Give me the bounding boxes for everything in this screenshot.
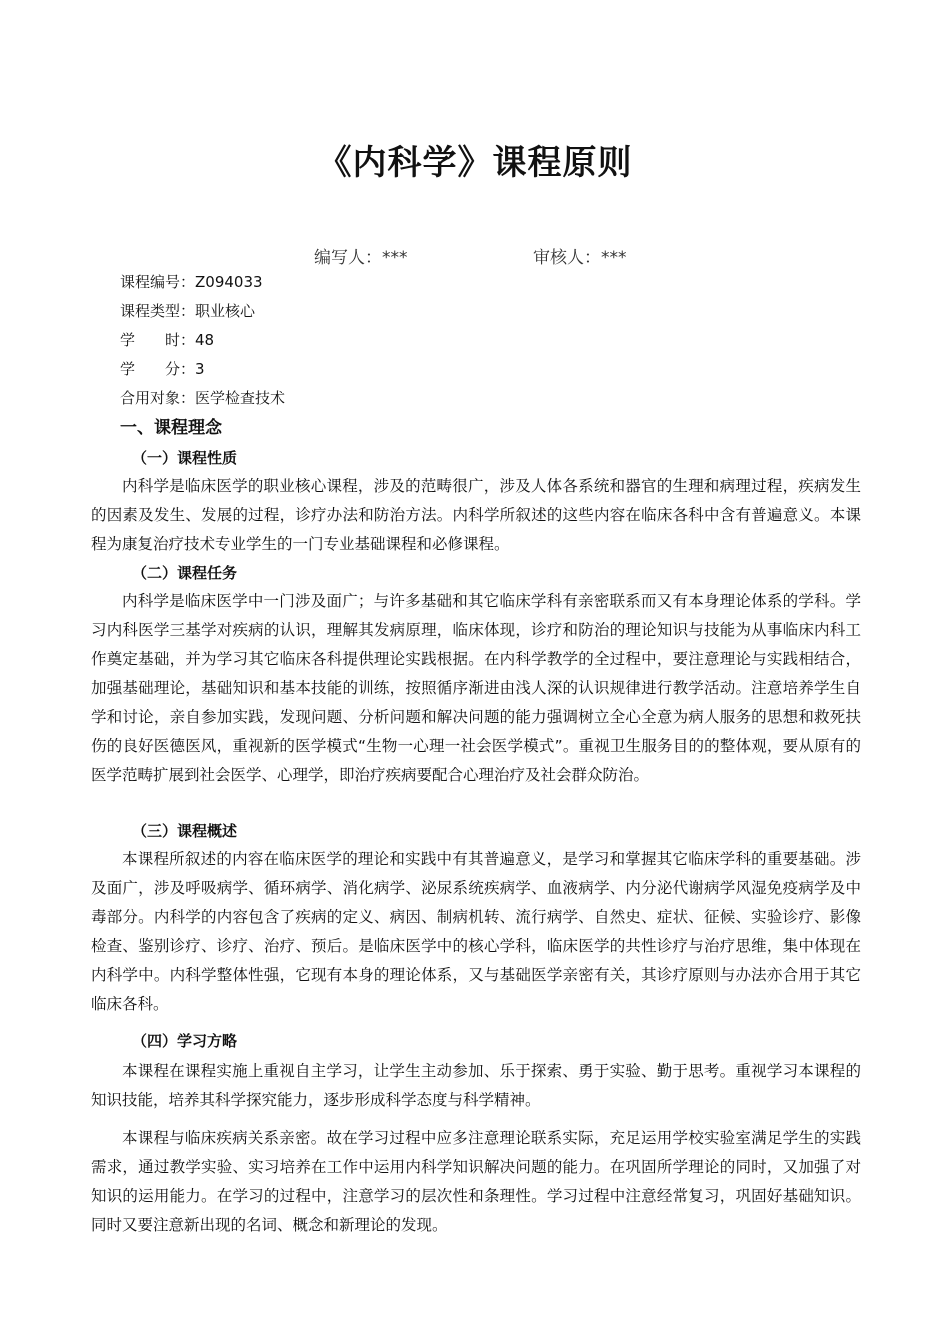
reviewer-label: 审核人：*** (533, 248, 627, 268)
course-audience: 合用对象：医学检查技术 (120, 389, 286, 407)
paragraph: 本课程与临床疾病关系亲密。故在学习过程中应多注意理论联系实际，充足运用学校实验室满足学生的实践需求，通过教学实验、实习培养在工作中运用内科学知识解决问题的能力。在巩固所学理论的同时，又加强了对知识的运用能力。在学习的过程中，注意学习的层次性和条理性。学习过程中注意经常复习，巩固好基础知识。同时又要注意新出现的名词、概念和新理论的发现。 (91, 1129, 861, 1234)
paragraph: 本课程所叙述的内容在临床医学的理论和实践中有其普遍意义，是学习和掌握其它临床学科的重要基础。涉及面广，涉及呼吸病学、循环病学、消化病学、泌尿系统疾病学、血液病学、内分泌代谢病学风湿免疫病学及中毒部分。内科学的内容包含了疾病的定义、病因、制病机转、流行病学、自然史、症状、征候、实验诊疗、影像检查、鉴别诊疗、诊疗、治疗、预后。是临床医学中的核心学科，临床医学的共性诊疗与治疗思维，集中体现在内科学中。内科学整体性强，它现有本身的理论体系，又与基础医学亲密有关，其诊疗原则与办法亦合用于其它临床各科。 (91, 850, 861, 1013)
page-title: 《内科学》课程原则 (317, 143, 633, 183)
section-heading: 一、课程理念 (120, 418, 222, 438)
subsection-heading: （四）学习方略 (132, 1032, 238, 1050)
course-meta (120, 268, 285, 413)
paragraph: 本课程在课程实施上重视自主学习，让学生主动参加、乐于探索、勇于实验、勤于思考。重视学习本课程的知识技能，培养其科学探究能力，逐步形成科学态度与科学精神。 (91, 1062, 861, 1109)
course-code: 课程编号：Z094033 (120, 273, 263, 291)
course-hours: 学 时：48 (120, 331, 215, 349)
author-label: 编写人：*** (314, 248, 408, 268)
subsection-heading: （一）课程性质 (132, 449, 238, 467)
subsection-heading: （二）课程任务 (132, 564, 238, 582)
paragraph: 内科学是临床医学中一门涉及面广；与许多基础和其它临床学科有亲密联系而又有本身理论体系的学科。学习内科医学三基学对疾病的认识，理解其发病原理，临床体现，诊疗和防治的理论知识与技能为从事临床内科工作奠定基础，并为学习其它临床各科提供理论实践根据。在内科学教学的全过程中，要注意理论与实践相结合，加强基础理论，基础知识和基本技能的训练，按照循序渐进由浅人深的认识规律进行教学活动。注意培养学生自学和讨论，亲自参加实践，发现问题、分析问题和解决问题的能力强调树立全心全意为病人服务的思想和救死扶伤的良好医德医风，重视新的医学模式“生物一心理一社会医学模式”。重视卫生服务目的的整体观，要从原有的医学范畴扩展到社会医学、心理学，即治疗疾病要配合心理治疗及社会群众防治。 (91, 592, 861, 784)
subsection-heading: （三）课程概述 (132, 822, 238, 840)
course-type: 课程类型：职业核心 (120, 302, 256, 320)
paragraph: 内科学是临床医学的职业核心课程，涉及的范畴很广，涉及人体各系统和器官的生理和病理过程，疾病发生的因素及发生、发展的过程，诊疗办法和防治方法。内科学所叙述的这些内容在临床各科中含有普遍意义。本课程为康复治疗技术专业学生的一门专业基础课程和必修课程。 (91, 477, 861, 553)
course-credits: 学 分：3 (120, 360, 205, 378)
